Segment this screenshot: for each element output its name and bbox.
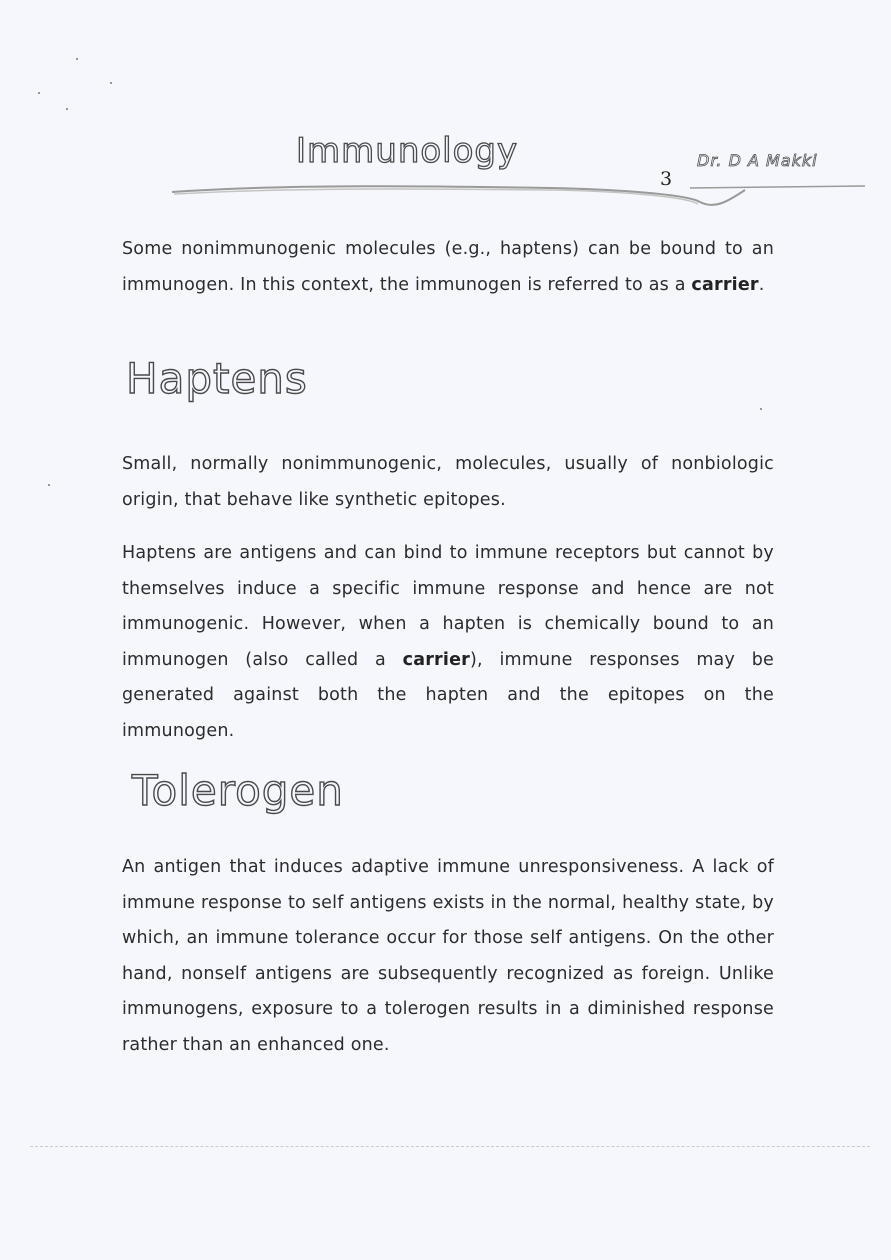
scan-speck [48,484,50,486]
haptens-detail [122,536,774,749]
carrier-term: carrier [402,649,470,670]
haptens-detail-text-end: ), immune responses may be generated against both the hapten and the epitopes on the immunogen. [122,649,774,741]
header-title: Immunology [296,131,519,171]
footer-divider [30,1146,870,1147]
page-number: 3 [660,168,673,190]
tolerogen-paragraph: An antigen that induces adaptive immune unresponsiveness. A lack of immune response to self antigens exists in the normal, healthy state, by which, an immune tolerance occur for those self antigens. On the other hand, nonself antigens are subsequently recognized as foreign. Unlike immunogens, exposure to a tolerogen results in a diminished response rather than an enhanced one. [122,857,774,1055]
intro-paragraph [122,232,774,303]
intro-text: Some nonimmunogenic molecules (e.g., haptens) can be bound to an immunogen. In this context, the immunogen is referred to as a [122,239,774,295]
scan-speck [76,58,78,60]
haptens-detail-text: Haptens are antigens and can bind to immune receptors but cannot by themselves induce a specific immune response and hence are not immunogenic. However, when a hapten is chemically bound to an immunogen (also called a [122,543,774,670]
haptens-heading: Haptens [126,354,308,403]
haptens-definition: Small, normally nonimmunogenic, molecules, usually of nonbiologic origin, that behave like synthetic epitopes. [122,454,774,510]
scan-speck [110,82,112,84]
intro-text-end: . [758,274,765,295]
scan-speck [760,408,762,410]
scan-speck [66,108,68,110]
scan-speck [38,92,40,94]
author-name: Dr. D A Makki [697,151,818,170]
tolerogen-heading: Tolerogen [132,766,344,815]
header-underline [170,170,870,215]
carrier-term: carrier [691,274,759,295]
